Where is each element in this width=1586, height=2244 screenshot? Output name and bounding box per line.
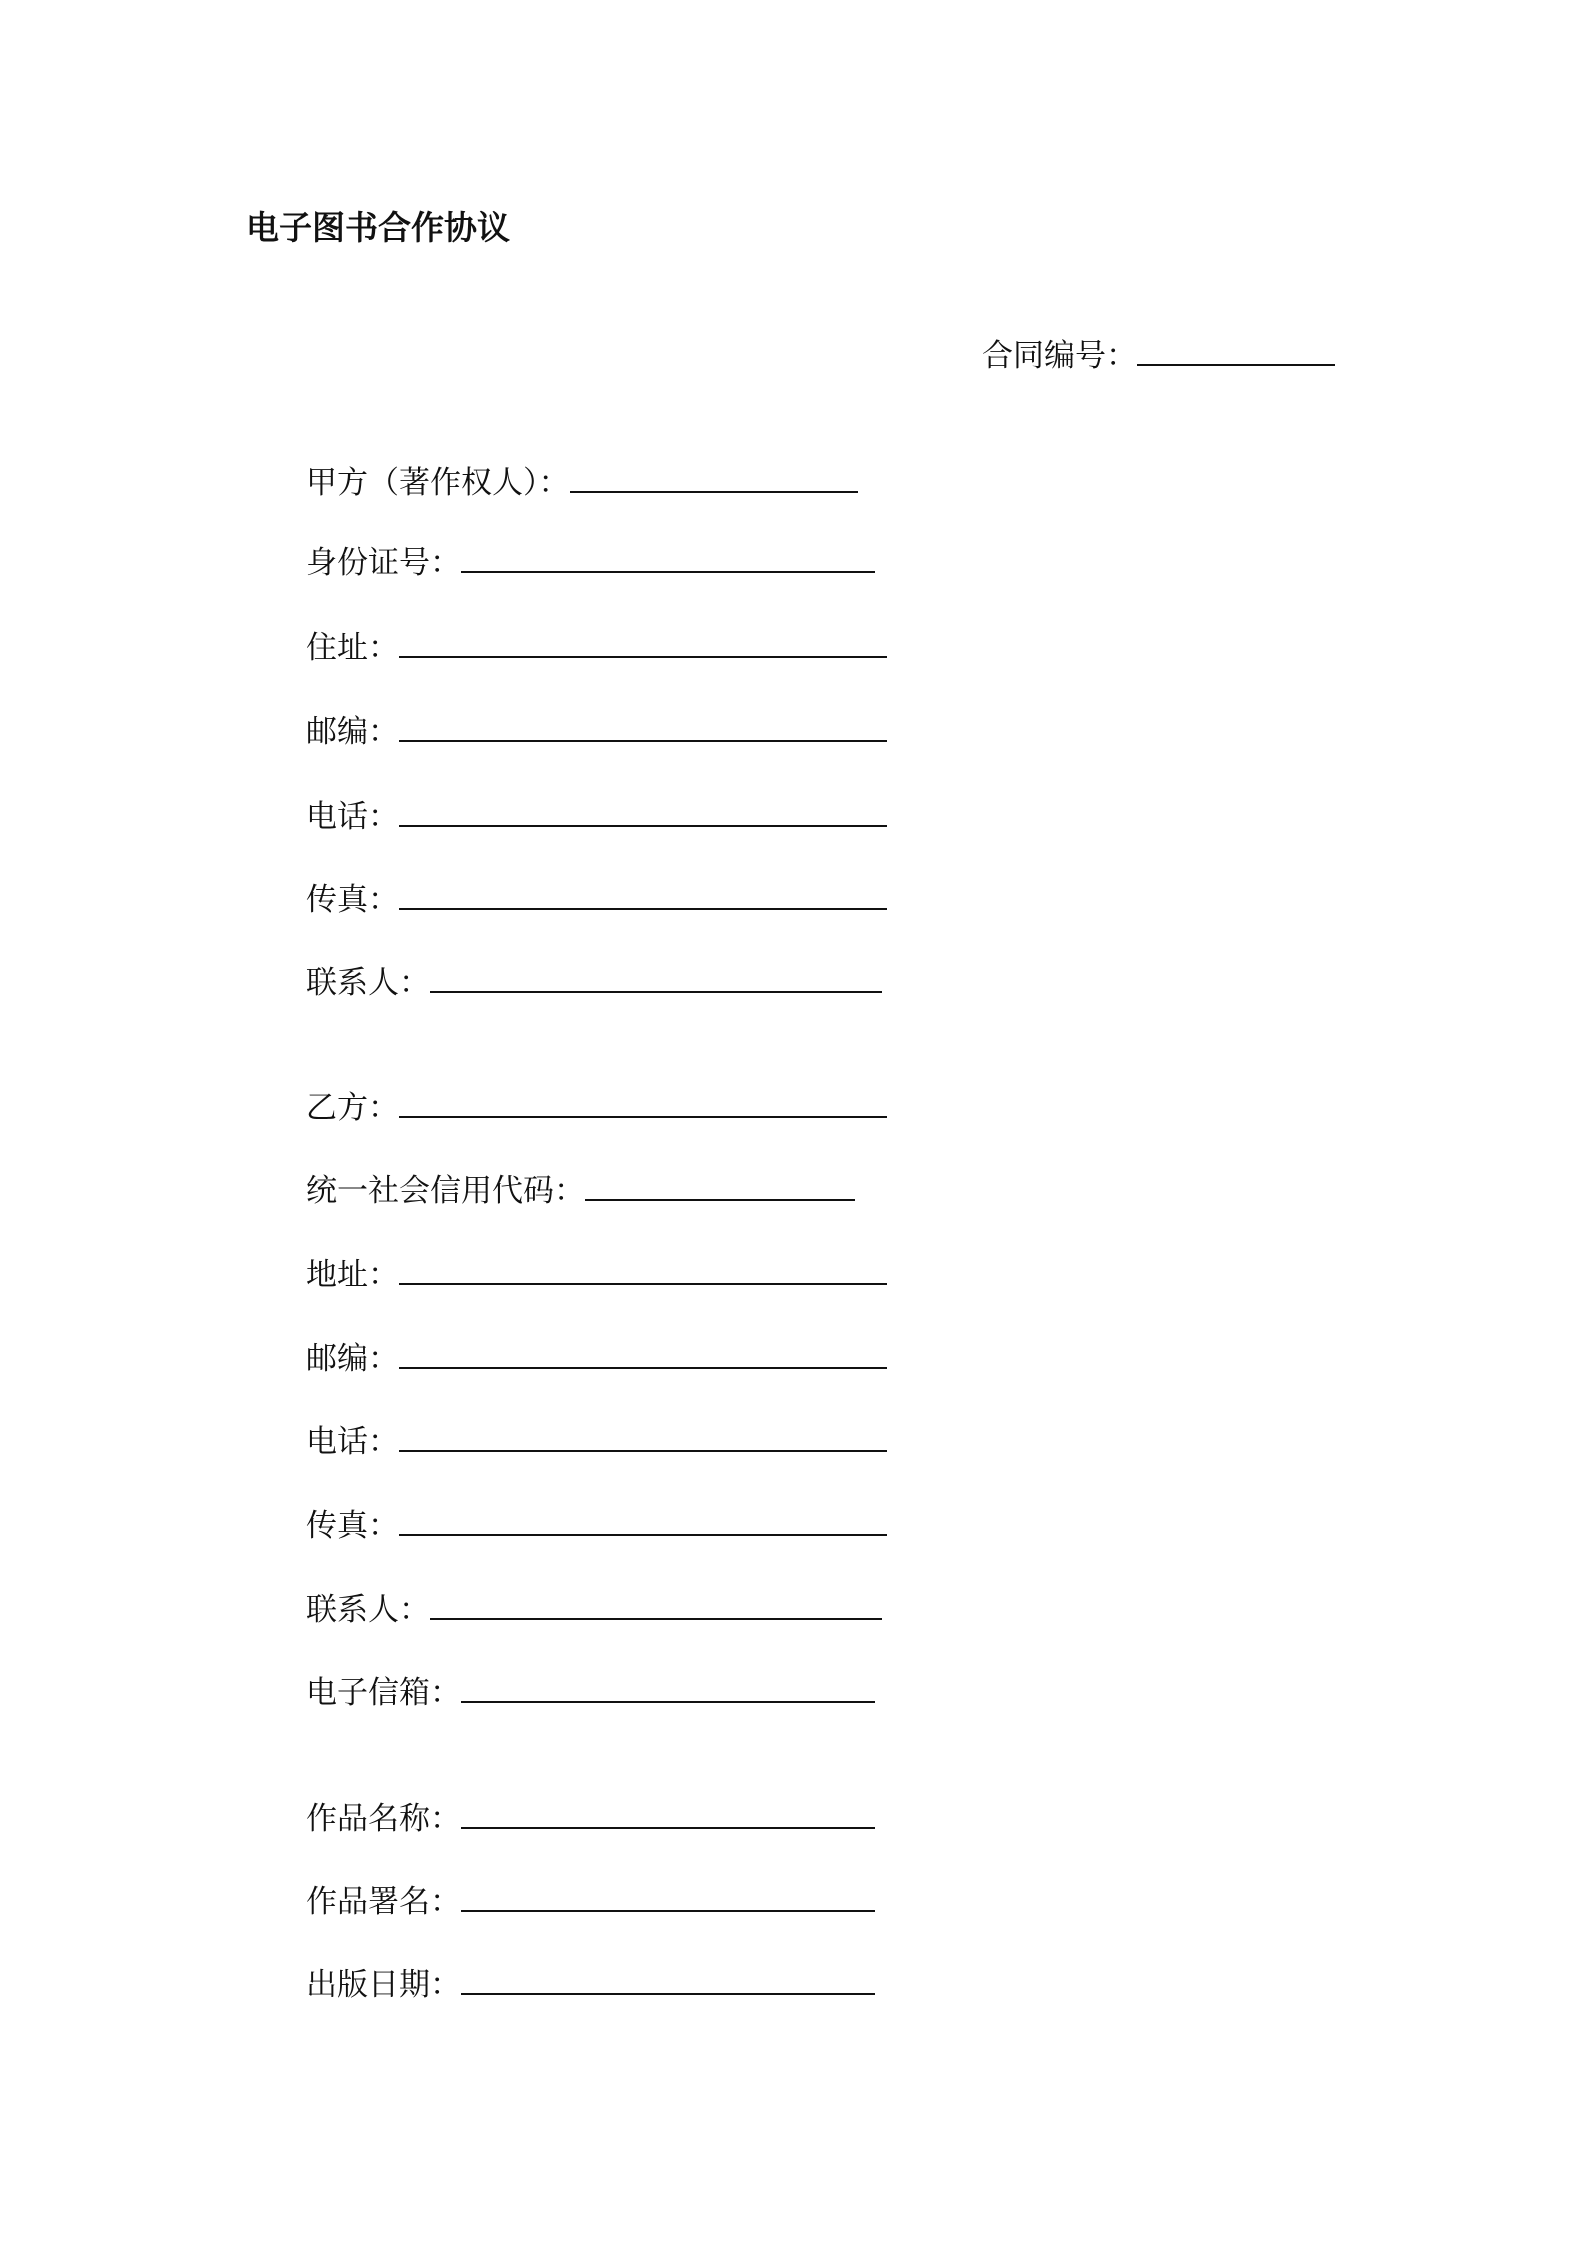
party-a-contact-blank[interactable] — [430, 963, 882, 993]
party-b-fax-label: 传真： — [306, 1508, 399, 1544]
party-a-postcode-label: 邮编： — [306, 714, 399, 750]
work-title-blank[interactable] — [461, 1799, 875, 1829]
party-b-address-field — [306, 1255, 887, 1295]
party-b-address-blank[interactable] — [399, 1255, 887, 1285]
party-a-blank[interactable] — [570, 463, 858, 493]
work-author-field — [306, 1882, 875, 1922]
party-b-postcode-field — [306, 1339, 887, 1379]
party-b-phone-field — [306, 1422, 887, 1462]
work-title-label: 作品名称： — [306, 1801, 461, 1837]
party-a-address-blank[interactable] — [399, 628, 887, 658]
party-b-phone-blank[interactable] — [399, 1422, 887, 1452]
party-b-fax-field — [306, 1506, 887, 1546]
party-a-postcode-blank[interactable] — [399, 712, 887, 742]
party-a-contact-field — [306, 963, 882, 1003]
party-b-contact-blank[interactable] — [430, 1590, 882, 1620]
party-b-email-blank[interactable] — [461, 1673, 875, 1703]
party-a-phone-label: 电话： — [306, 799, 399, 835]
work-author-blank[interactable] — [461, 1882, 875, 1912]
party-b-contact-field — [306, 1590, 882, 1630]
party-a-id-number-field — [306, 543, 875, 583]
party-a-phone-blank[interactable] — [399, 797, 887, 827]
party-b-postcode-label: 邮编： — [306, 1341, 399, 1377]
party-a-field — [306, 463, 858, 503]
party-a-phone-field — [306, 797, 887, 837]
party-b-fax-blank[interactable] — [399, 1506, 887, 1536]
contract-number-blank[interactable] — [1137, 336, 1335, 366]
party-a-address-field — [306, 628, 887, 668]
party-a-label: 甲方（著作权人）： — [306, 465, 570, 501]
party-b-label: 乙方： — [306, 1090, 399, 1126]
contract-number-field — [982, 336, 1335, 376]
party-a-id-number-label: 身份证号： — [306, 545, 461, 581]
party-b-postcode-blank[interactable] — [399, 1339, 887, 1369]
publish-date-label: 出版日期： — [306, 1967, 461, 2003]
party-a-postcode-field — [306, 712, 887, 752]
publish-date-field — [306, 1965, 875, 2005]
party-a-id-number-blank[interactable] — [461, 543, 875, 573]
party-a-contact-label: 联系人： — [306, 965, 430, 1001]
contract-number-label: 合同编号： — [982, 338, 1137, 374]
party-b-email-label: 电子信箱： — [306, 1675, 461, 1711]
party-b-blank[interactable] — [399, 1088, 887, 1118]
party-b-email-field — [306, 1673, 875, 1713]
publish-date-blank[interactable] — [461, 1965, 875, 1995]
party-a-fax-field — [306, 880, 887, 920]
party-b-field — [306, 1088, 887, 1128]
party-b-phone-label: 电话： — [306, 1424, 399, 1460]
party-a-fax-label: 传真： — [306, 882, 399, 918]
party-b-address-label: 地址： — [306, 1257, 399, 1293]
party-b-credit-code-field — [306, 1171, 855, 1211]
party-a-fax-blank[interactable] — [399, 880, 887, 910]
party-b-credit-code-label: 统一社会信用代码： — [306, 1173, 585, 1209]
party-b-credit-code-blank[interactable] — [585, 1171, 855, 1201]
party-a-address-label: 住址： — [306, 630, 399, 666]
work-author-label: 作品署名： — [306, 1884, 461, 1920]
document-title: 电子图书合作协议 — [246, 208, 510, 247]
party-b-contact-label: 联系人： — [306, 1592, 430, 1628]
work-title-field — [306, 1799, 875, 1839]
